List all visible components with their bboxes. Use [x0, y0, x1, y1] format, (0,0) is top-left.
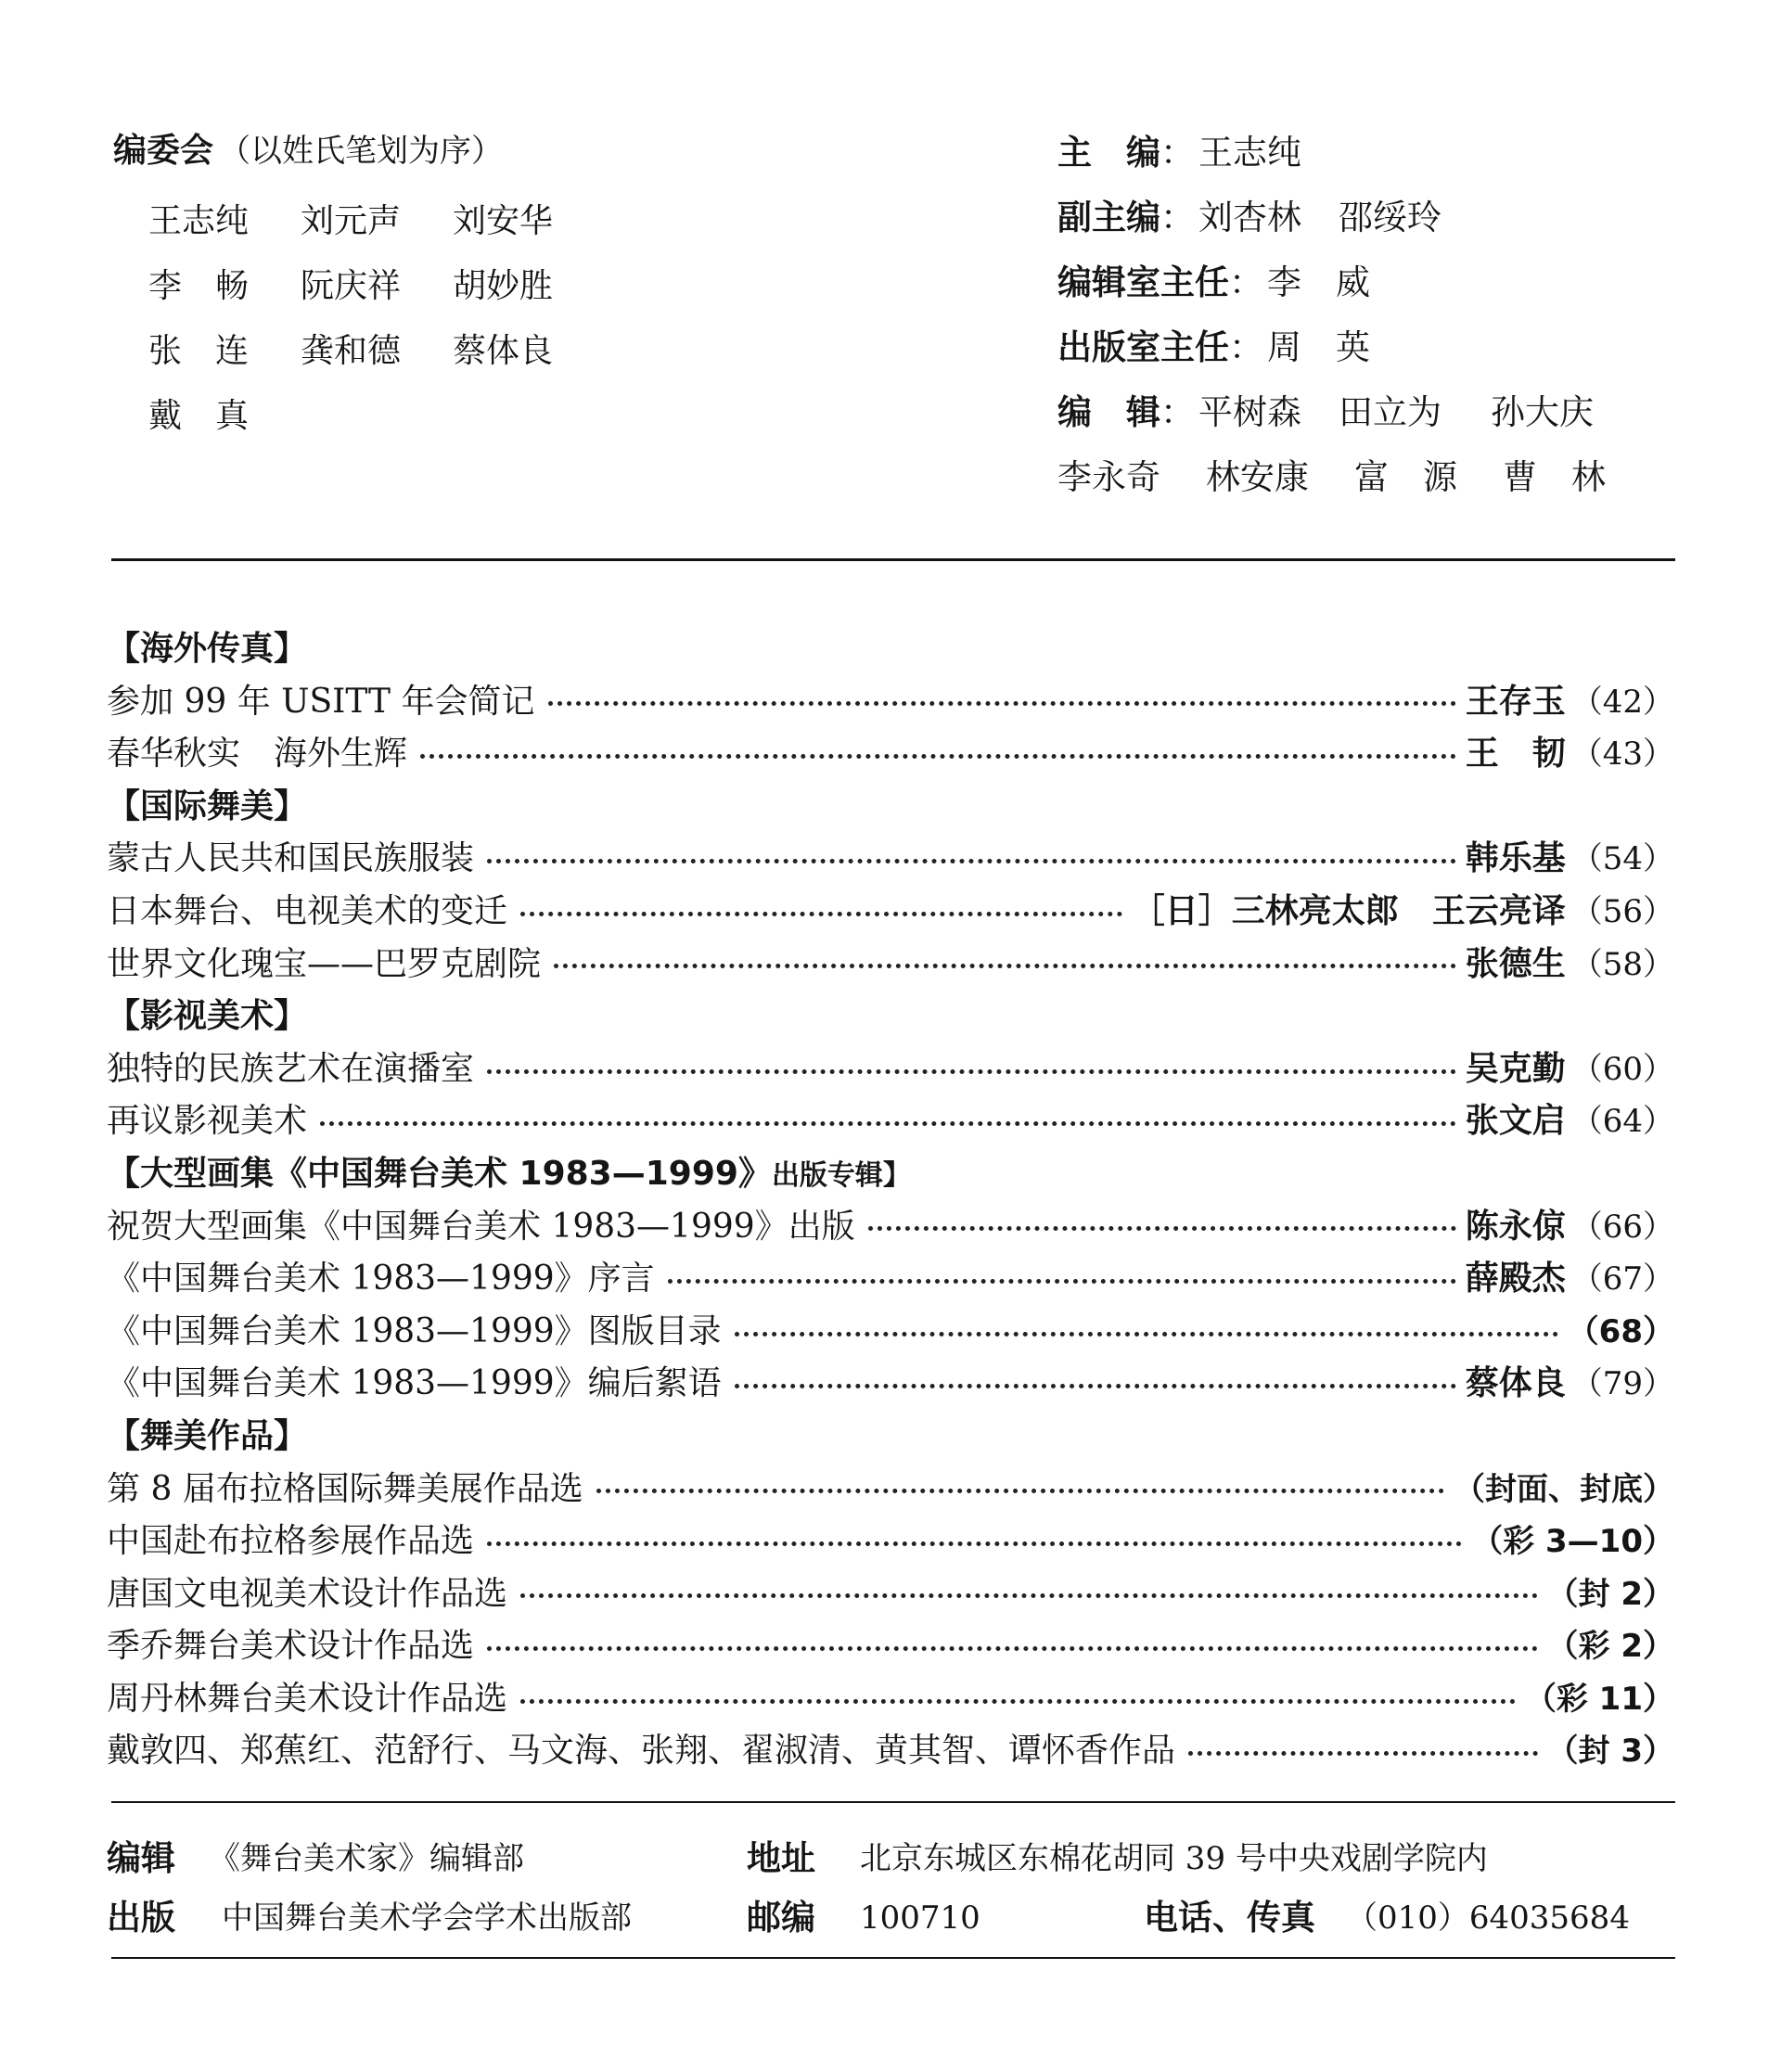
- toc-section-heading: [107, 623, 1674, 676]
- phone-label: 电话、传真: [1144, 1898, 1315, 1938]
- toc-entry-title: 世界文化瑰宝——巴罗克剧院: [107, 944, 542, 983]
- toc-entry-title: 蒙古人民共和国民族服装: [107, 839, 475, 878]
- member-name: 胡妙胜: [453, 267, 554, 305]
- toc-entry-title: 日本舞台、电视美术的变迁: [107, 891, 508, 930]
- toc-entry[interactable]: [107, 1568, 1674, 1621]
- editors-label: 编 辑: [1057, 392, 1160, 432]
- member-name: 蔡体良: [453, 332, 554, 370]
- toc-entry-title: 《中国舞台美术 1983—1999》序言: [107, 1260, 655, 1298]
- toc-entry-author: 韩乐基: [1465, 839, 1566, 878]
- postcode-value: 100710: [860, 1899, 980, 1937]
- toc-entry-page: （封面、封底）: [1454, 1470, 1674, 1508]
- toc-entry-title: 祝贺大型画集《中国舞台美术 1983—1999》出版: [107, 1207, 855, 1246]
- toc-entry[interactable]: [107, 1464, 1674, 1516]
- staff-name: 李永奇: [1057, 457, 1160, 497]
- toc-entry[interactable]: [107, 1620, 1674, 1673]
- footer-row: [107, 1888, 1684, 1948]
- staff-name: 富 源: [1354, 457, 1457, 497]
- toc-entry-author: 蔡体良: [1465, 1364, 1566, 1403]
- toc-entry-page: （彩 11）: [1524, 1680, 1674, 1718]
- toc-entry-title: 戴敦四、郑蕉红、范舒行、马文海、张翔、翟淑清、黄其智、谭怀香作品: [107, 1732, 1176, 1771]
- member-row: [113, 254, 633, 319]
- table-of-contents: [107, 623, 1674, 1778]
- staff-name: 孙大庆: [1491, 392, 1594, 432]
- toc-entry-title: 独特的民族艺术在演播室: [107, 1049, 475, 1088]
- toc-entry[interactable]: [107, 1043, 1674, 1096]
- toc-entry-author: ［日］三林亮太郎 王云亮译: [1131, 891, 1566, 930]
- toc-section-label-suffix: 出版专辑】: [771, 1158, 911, 1192]
- member-name: 阮庆祥: [301, 267, 402, 305]
- toc-entry-title: 周丹林舞台美术设计作品选: [107, 1679, 508, 1718]
- phone-value: （010）64035684: [1346, 1899, 1630, 1937]
- dot-leader: [487, 1541, 1462, 1546]
- staff-name: 王志纯: [1198, 133, 1301, 173]
- toc-entry-title: 季乔舞台美术设计作品选: [107, 1627, 475, 1666]
- toc-section-heading: [107, 1148, 1674, 1201]
- toc-entry[interactable]: [107, 1095, 1674, 1148]
- address-label: 地址: [747, 1838, 815, 1878]
- publisher-value: 中国舞台美术学会学术出版部: [222, 1899, 632, 1937]
- editor-label: 编辑: [107, 1838, 175, 1878]
- toc-entry[interactable]: [107, 728, 1674, 781]
- toc-section-label: 【国际舞美】: [107, 787, 308, 825]
- toc-entry-page: （79）: [1570, 1365, 1674, 1403]
- postcode-label: 邮编: [747, 1898, 815, 1938]
- member-name: 刘安华: [453, 202, 554, 240]
- toc-entry[interactable]: [107, 833, 1674, 886]
- toc-section-heading: [107, 991, 1674, 1043]
- toc-entry[interactable]: [107, 1673, 1674, 1726]
- dot-leader: [1188, 1751, 1537, 1756]
- toc-entry-author: 张德生: [1465, 944, 1566, 983]
- footer-row: [107, 1829, 1684, 1888]
- deputy-editor-row: 副主编 ： 刘杏林 邵绥玲: [1057, 185, 1651, 250]
- toc-section-label: 【大型画集《中国舞台美术 1983—1999》: [107, 1154, 772, 1193]
- staff-name: 曹 林: [1503, 457, 1606, 497]
- toc-entry-page: （67）: [1570, 1260, 1674, 1298]
- editors-row: 编 辑 ： 平树森 田立为 孙大庆: [1057, 380, 1651, 445]
- toc-entry-page: （58）: [1570, 945, 1674, 983]
- toc-entry[interactable]: [107, 1725, 1674, 1778]
- toc-entry-title: 《中国舞台美术 1983—1999》编后絮语: [107, 1364, 722, 1403]
- member-name: 龚和德: [301, 332, 402, 370]
- toc-entry-title: 唐国文电视美术设计作品选: [107, 1574, 508, 1613]
- staff-name: 林安康: [1206, 457, 1309, 497]
- chief-editor-row: 主 编 ： 王志纯: [1057, 121, 1651, 185]
- dot-leader: [554, 964, 1456, 968]
- toc-entry-author: 吴克勤: [1465, 1049, 1566, 1088]
- editorial-board-note: （以姓氏笔划为序）: [219, 133, 504, 170]
- toc-entry-page: （42）: [1570, 683, 1674, 721]
- top-divider: [111, 558, 1675, 561]
- dot-leader: [320, 1121, 1456, 1126]
- toc-entry[interactable]: [107, 1201, 1674, 1254]
- editorial-board-heading: [113, 128, 633, 174]
- staff-name: 平树森: [1198, 392, 1301, 432]
- dot-leader: [548, 701, 1456, 706]
- dot-leader: [420, 754, 1456, 759]
- member-name: 戴 真: [148, 397, 250, 435]
- toc-entry-page: （43）: [1570, 735, 1674, 774]
- chief-editor-label: 主 编: [1057, 133, 1160, 173]
- toc-entry-page: （64）: [1570, 1103, 1674, 1141]
- toc-section-label: 【影视美术】: [107, 997, 308, 1036]
- editorial-office-director-row: 编辑室主任 ： 李 威: [1057, 250, 1651, 315]
- dot-leader: [487, 859, 1456, 863]
- toc-entry[interactable]: [107, 676, 1674, 729]
- dot-leader: [596, 1489, 1444, 1493]
- toc-entry-title: 第 8 届布拉格国际舞美展作品选: [107, 1469, 583, 1508]
- editorial-board-label: 编委会: [113, 132, 214, 170]
- toc-entry-author: 薛殿杰: [1465, 1260, 1566, 1298]
- toc-entry-author: 王存玉: [1465, 682, 1566, 721]
- staff-name: 田立为: [1339, 392, 1441, 432]
- toc-entry-page: （68）: [1567, 1312, 1674, 1350]
- dot-leader: [868, 1226, 1456, 1231]
- publication-info: [107, 1829, 1684, 1948]
- editors-more-row: [1057, 445, 1651, 510]
- toc-entry-page: （60）: [1570, 1050, 1674, 1088]
- toc-entry[interactable]: [107, 1253, 1674, 1306]
- toc-entry-page: （封 3）: [1546, 1733, 1674, 1771]
- dot-leader: [520, 1699, 1516, 1704]
- staff-name: 邵绥玲: [1339, 198, 1441, 237]
- toc-entry-author: 王 韧: [1465, 735, 1566, 774]
- dot-leader: [487, 1069, 1456, 1074]
- dot-leader: [735, 1332, 1558, 1337]
- toc-entry-title: 中国赴布拉格参展作品选: [107, 1522, 475, 1561]
- address-value: 北京东城区东棉花胡同 39 号中央戏剧学院内: [860, 1840, 1488, 1877]
- editorial-board-members: [113, 189, 633, 449]
- toc-section-label: 【海外传真】: [107, 630, 308, 668]
- toc-section-heading: [107, 781, 1674, 834]
- toc-section-label: 【舞美作品】: [107, 1416, 308, 1455]
- staff-name: 李 威: [1267, 262, 1370, 302]
- toc-entry[interactable]: [107, 886, 1674, 939]
- toc-entry[interactable]: [107, 939, 1674, 991]
- toc-entry-page: （66）: [1570, 1208, 1674, 1246]
- toc-entry-page: （54）: [1570, 840, 1674, 878]
- middle-divider: [111, 1801, 1675, 1803]
- staff-masthead: [1057, 121, 1651, 510]
- toc-entry-author: 陈永倞: [1465, 1207, 1566, 1246]
- member-row: [113, 384, 633, 449]
- editorial-office-director-label: 编辑室主任: [1057, 262, 1229, 302]
- dot-leader: [735, 1384, 1456, 1388]
- toc-entry[interactable]: [107, 1358, 1674, 1411]
- toc-entry-page: （彩 3—10）: [1471, 1523, 1674, 1561]
- member-name: 李 畅: [148, 267, 250, 305]
- dot-leader: [520, 912, 1122, 916]
- deputy-editor-label: 副主编: [1057, 198, 1160, 237]
- publisher-label: 出版: [107, 1898, 175, 1938]
- toc-entry-page: （彩 2）: [1546, 1628, 1674, 1666]
- member-name: 张 连: [148, 332, 250, 370]
- editorial-board: [113, 128, 633, 449]
- bottom-divider: [111, 1957, 1675, 1959]
- dot-leader: [487, 1646, 1537, 1651]
- member-row: [113, 319, 633, 384]
- toc-entry-author: 张文启: [1465, 1102, 1566, 1141]
- publishing-office-director-label: 出版室主任: [1057, 327, 1229, 367]
- editor-value: 《舞台美术家》编辑部: [209, 1840, 524, 1877]
- toc-entry-title: 参加 99 年 USITT 年会简记: [107, 682, 535, 721]
- toc-entry-page: （封 2）: [1546, 1575, 1674, 1613]
- dot-leader: [668, 1279, 1456, 1284]
- staff-name: 周 英: [1267, 327, 1370, 367]
- member-name: 王志纯: [148, 202, 250, 240]
- staff-name: 刘杏林: [1198, 198, 1301, 237]
- toc-section-heading: [107, 1411, 1674, 1464]
- toc-entry-title: 春华秋实 海外生辉: [107, 735, 408, 774]
- toc-entry[interactable]: [107, 1306, 1674, 1359]
- publishing-office-director-row: 出版室主任 ： 周 英: [1057, 315, 1651, 380]
- toc-entry-title: 《中国舞台美术 1983—1999》图版目录: [107, 1311, 722, 1350]
- toc-entry-page: （56）: [1570, 892, 1674, 930]
- member-row: [113, 189, 633, 254]
- toc-entry[interactable]: [107, 1516, 1674, 1568]
- toc-entry-title: 再议影视美术: [107, 1102, 308, 1141]
- member-name: 刘元声: [301, 202, 402, 240]
- dot-leader: [520, 1593, 1537, 1598]
